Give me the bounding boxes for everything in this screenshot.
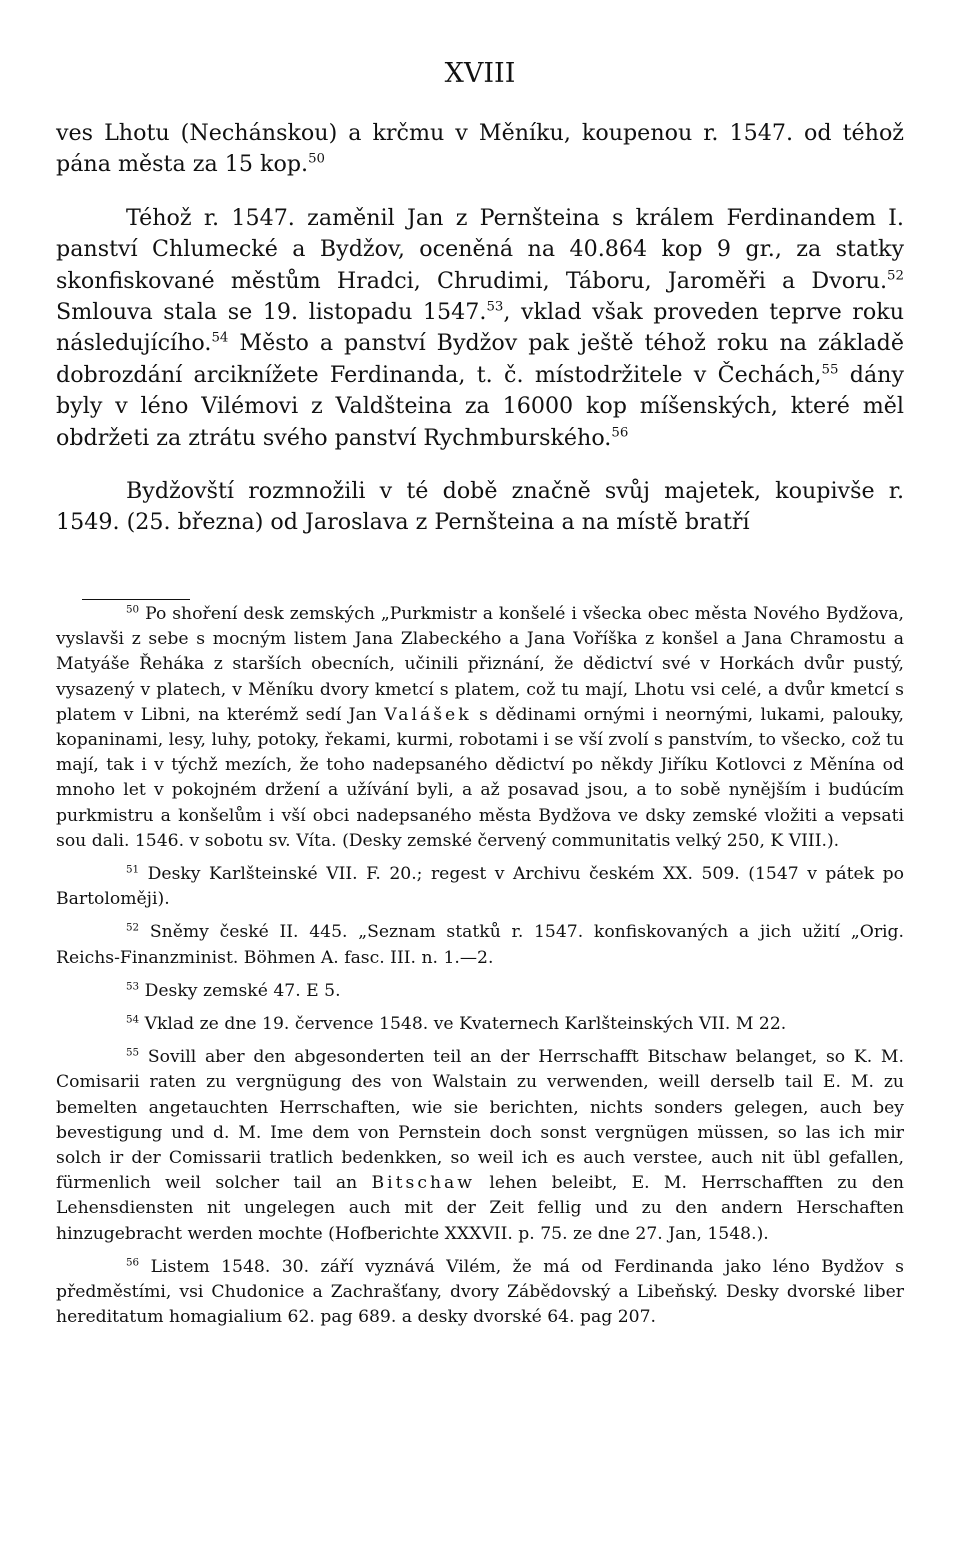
- footnote-text: lehen beleibt, E. M. Herrschafften zu den Lehensdiensten nit ungelegen auch mit der Zeit fellig und zu den andern Herschaften hinzugebracht werden mochte (Hofberichte XXXVII. p. 75. ze dne 27. Jan, 1548.).: [56, 1173, 904, 1244]
- footnote-number: 54: [126, 1013, 140, 1026]
- footnote-ref-54[interactable]: 54: [211, 331, 229, 347]
- footnote-54: [56, 1012, 904, 1037]
- paragraph-2-text-a: Téhož r. 1547. zaměnil Jan z Pernšteina s králem Ferdinandem I. panství Chlumecké a Bydžov, oceněná na 40.864 kop 9 gr., za statky skonfiskované městům Hradci, Chrudimi, Táboru, Jaroměři a Dvoru.: [56, 204, 904, 294]
- footnotes: [56, 602, 904, 1330]
- footnote-number: 56: [126, 1256, 140, 1269]
- footnote-text: Vklad ze dne 19. července 1548. ve Kvaternech Karlšteinských VII. M 22.: [144, 1014, 787, 1035]
- footnote-text: s dědinami ornými i neornými, lukami, palouky, kopaninami, lesy, luhy, potoky, řekami, kurmi, robotami i se vší zvolí s panstvím, to všecko, což tu mají, tak i v týchž mezích, že toho nadepsaného dědictví po někdy Jiříku Kotlovci z Měnína od mnoho let v pokojném držení a užívání byli, a až posavad jsou, a to sobě nynějším i budúcím purkmistru a konšelům i vší obci nadepsaného města Bydžova ve dsky zemské vložiti a vepsati sou dali. 1546. v sobotu sv. Víta. (Desky zemské červený communitatis velký 250, K VIII.).: [56, 704, 904, 851]
- footnote-number: 55: [126, 1046, 140, 1059]
- footnote-text: Listem 1548. 30. září vyznává Vilém, že má od Ferdinanda jako léno Bydžov s předměstími, vsi Chudonice a Zachrašťany, dvory Zábědovský a Libeňský. Desky dvorské liber hereditatum homagialium 62. pag 689. a desky dvorské 64. pag 207.: [56, 1256, 904, 1328]
- footnote-ref-50[interactable]: 50: [308, 152, 326, 168]
- footnote-text: Desky zemské 47. E 5.: [144, 980, 341, 1001]
- footnote-separator: [82, 599, 190, 600]
- paragraph-3-text: Bydžovští rozmnožili v té době značně svůj majetek, koupivše r. 1549. (25. března) od Jaroslava z Pernšteina a na místě bratří: [56, 478, 904, 536]
- footnote-text: Po shoření desk zemských „Purkmistr a konšelé i všecka obec města Nového Bydžova, vyslavši z sebe s mocným listem Jana Zlabeckého a Jana Voříška z konšel a Jana Chramostu a Matyáše Řeháka z starších obecních, učinili přiznání, že dědictví své v Horkách dvůr pustý, vysazený v platech, v Měníku dvory kmetcí s platem, což tu mají, Lhotu vsi celé, a dvůr kmetcí s platem v Libni, na kterémž sedí Jan: [56, 604, 904, 725]
- footnote-55: [56, 1045, 904, 1247]
- page-number: XVIII: [444, 58, 516, 89]
- footnote-ref-55[interactable]: 55: [821, 362, 839, 378]
- footnote-text: Sovill aber den abgesonderten teil an der Herrschafft Bitschaw belanget, so K. M. Comisarii raten zu vergnügung des von Walstain zu verwenden, weill derselb tail E. M. zu bemelten angetauchten Herrschaften, wie sie berichten, nichts sonders gelegen, auch bey bevestigung und d. M. Ime dem von Pernstein doch sonst vergnügen müssen, so las ich mir solch ir der Comissarii tratlich bedenkken, so weil ich es auch verstee, auch nit übl gefallen, fürmenlich weil solcher tail an: [56, 1047, 904, 1194]
- paragraph-2-text-b: Smlouva stala se 19. listopadu 1547.: [56, 299, 487, 326]
- footnote-number: 51: [126, 863, 140, 876]
- footnote-56: [56, 1255, 904, 1331]
- footnote-text: Sněmy české II. 445. „Seznam statků r. 1547. konfiskovaných a jich užití „Orig. Reichs-Finanzminist. Böhmen A. fasc. III. n. 1.—2.: [56, 922, 905, 968]
- footnote-50: [56, 602, 904, 854]
- footnote-number: 53: [126, 980, 140, 993]
- footnote-number: 52: [126, 921, 140, 934]
- paragraph-3: [56, 476, 904, 539]
- main-text: [56, 118, 904, 539]
- paragraph-2-text-c: , vklad však proveden teprve roku následujícího.: [56, 299, 904, 357]
- footnote-spaced-name: Valášek: [384, 704, 472, 725]
- paragraph-2: [56, 203, 904, 454]
- footnote-52: [56, 920, 904, 970]
- footnote-number: 50: [126, 603, 140, 616]
- paragraph-2-text-d: Město a panství Bydžov pak ještě téhož roku na základě dobrozdání arciknížete Ferdinanda, t. č. místodržitele v Čechách,: [56, 330, 904, 388]
- paragraph-1-text: ves Lhotu (Nechánskou) a krčmu v Měníku, koupenou r. 1547. od téhož pána města za 15 kop.: [56, 120, 904, 178]
- footnote-ref-56[interactable]: 56: [611, 425, 629, 441]
- footnote-ref-53[interactable]: 53: [486, 299, 504, 315]
- paragraph-2-text-e: dány byly v léno Vilémovi z Valdšteina za 16000 kop míšenských, které měl obdržeti za ztrátu svého panství Rychmburského.: [56, 361, 904, 451]
- footnote-51: [56, 862, 904, 912]
- footnote-text: Desky Karlšteinské VII. F. 20.; regest v Archivu českém XX. 509. (1547 v pátek po Bartoloměji).: [56, 864, 904, 910]
- footnote-spaced-name: Bitschaw: [371, 1173, 476, 1194]
- footnote-ref-52[interactable]: 52: [887, 268, 904, 284]
- footnote-53: [56, 979, 904, 1004]
- paragraph-1: [56, 118, 904, 181]
